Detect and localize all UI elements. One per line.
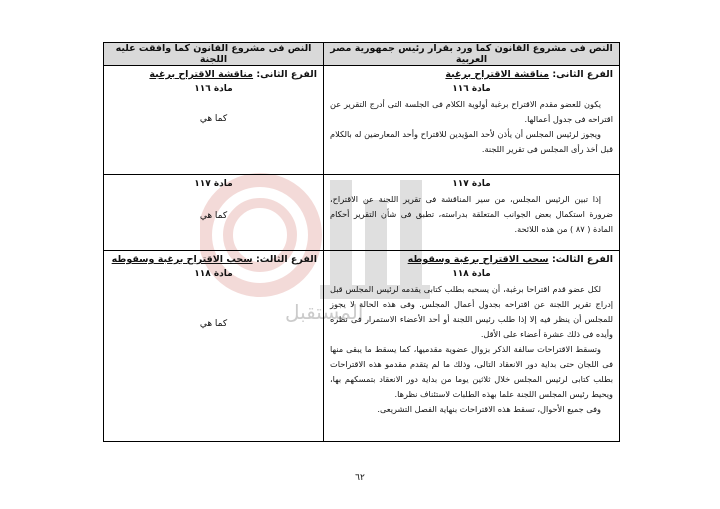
article-text bbox=[330, 282, 613, 417]
section-heading bbox=[110, 69, 317, 80]
original-cell bbox=[324, 175, 620, 251]
table-row bbox=[104, 175, 620, 251]
article-text bbox=[330, 192, 613, 237]
header-original: النص فى مشروع القانون كما ورد بقرار رئيس جمهورية مصر العربية bbox=[324, 43, 620, 66]
article-number: مادة ١١٦ bbox=[194, 84, 233, 94]
section-prefix: الفرع الثانى: bbox=[256, 69, 317, 80]
paragraph: وتسقط الاقتراحات سالفة الذكر بزوال عضوية مقدميها، كما يسقط ما يبقى منها فى اللجان حتى بداية دور الانعقاد التالى، وذلك ما لم يتقدم مقدمو هذه الاقتراحات بطلب كتابى لرئيس المجلس خلال ثلاثين يوما من بداية دور الانعقاد بتمسكهم بها، ويحيط رئيس المجلس اللجنة علما بهذه الطلبات لاستئناف نظرها. bbox=[330, 344, 613, 399]
article-number: مادة ١١٦ bbox=[452, 84, 491, 94]
original-cell bbox=[324, 66, 620, 175]
section-prefix: الفرع الثالث: bbox=[551, 254, 613, 265]
article-text bbox=[330, 97, 613, 157]
section-heading bbox=[110, 254, 317, 265]
paragraph: لكل عضو قدم اقتراحا برغبة، أن يسحبه بطلب كتابى يقدمه لرئيس المجلس قبل إدراج تقرير اللجنة عن اقتراحه بجدول أعمال المجلس. وفى هذه الحالة لا يجوز للمجلس أن ينظر فيه إلا إذا طلب رئيس اللجنة أو أحد الأعضاء الاستمرار فى نظره وأيده فى ذلك عشرة أعضاء على الأقل. bbox=[330, 284, 613, 339]
section-heading bbox=[330, 69, 613, 80]
section-title: مناقشة الاقتراح برغبة bbox=[149, 69, 254, 80]
committee-cell bbox=[104, 175, 324, 251]
section-title: سحب الاقتراح برغبة وسقوطه bbox=[407, 254, 549, 265]
table-header-row bbox=[104, 43, 620, 66]
table-row bbox=[104, 66, 620, 175]
paragraph: إذا تبين الرئيس المجلس، من سير المناقشة فى تقرير اللجنة عن الاقتراح، ضرورة استكمال بعض الجوانب المتعلقة بدراسته، تطبق فى شأن التقرير أحكام المادة ( ٨٧ ) من هذه اللائحة. bbox=[330, 194, 613, 234]
paragraph: وفى جميع الأحوال، تسقط هذه الاقتراحات بنهاية الفصل التشريعى. bbox=[377, 404, 601, 414]
committee-cell bbox=[104, 66, 324, 175]
section-heading bbox=[330, 254, 613, 265]
paragraph: يكون للعضو مقدم الاقتراح برغبة أولوية الكلام فى الجلسة التى أدرج التقرير عن اقتراحه فى جدول أعمالها. bbox=[330, 99, 613, 124]
section-title: سحب الاقتراح برغبة وسقوطه bbox=[111, 254, 253, 265]
section-prefix: الفرع الثانى: bbox=[552, 69, 613, 80]
paragraph: ويجوز لرئيس المجلس أن يأذن لأحد المؤيدين للاقتراح وأحد المعارضين له بالكلام قبل أخذ رأى المجلس فى تقرير اللجنة. bbox=[330, 129, 613, 154]
same-as-original: كما هي bbox=[199, 319, 228, 329]
comparison-table bbox=[103, 42, 620, 442]
article-number: مادة ١١٧ bbox=[452, 179, 491, 189]
article-number: مادة ١١٨ bbox=[452, 269, 491, 279]
committee-cell bbox=[104, 251, 324, 442]
article-number: مادة ١١٨ bbox=[194, 269, 233, 279]
same-as-original: كما هي bbox=[199, 114, 228, 124]
article-number: مادة ١١٧ bbox=[194, 179, 233, 189]
section-prefix: الفرع الثالث: bbox=[255, 254, 317, 265]
section-title: مناقشة الاقتراح برغبة bbox=[445, 69, 550, 80]
watermark-text: المستقبل bbox=[285, 300, 364, 324]
table-row bbox=[104, 251, 620, 442]
original-cell bbox=[324, 251, 620, 442]
header-committee: النص فى مشروع القانون كما وافقت عليه اللجنة bbox=[104, 43, 324, 66]
same-as-original: كما هي bbox=[199, 211, 228, 221]
page-number: ٦٢ bbox=[355, 473, 365, 483]
